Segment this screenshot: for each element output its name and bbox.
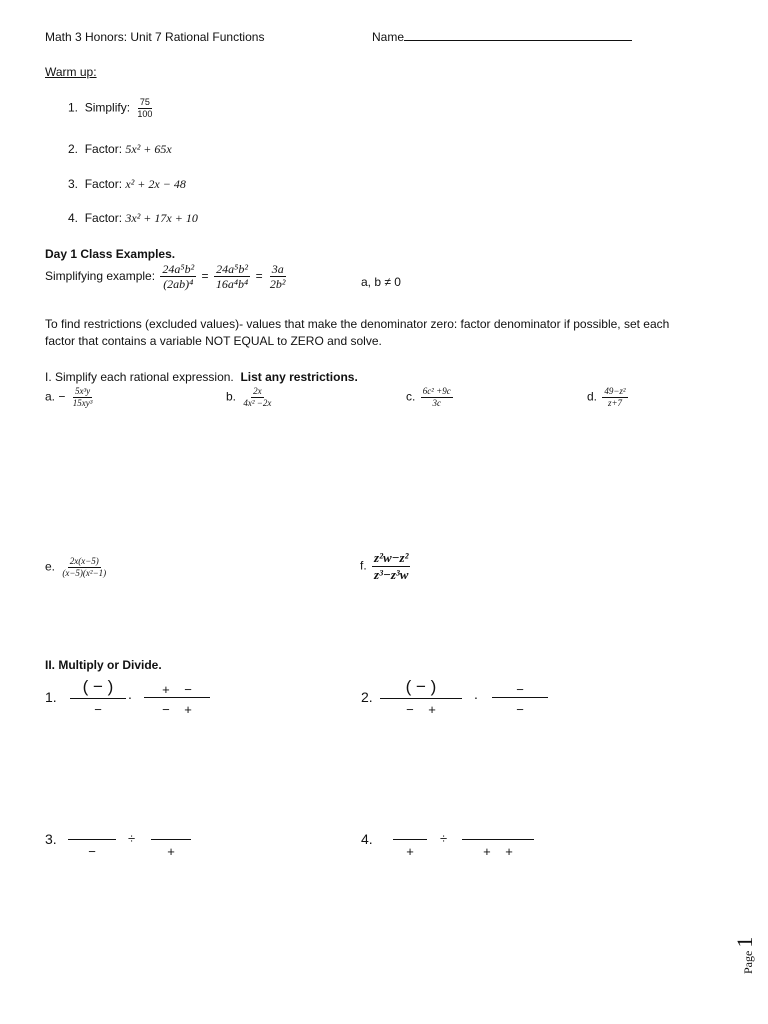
example-fraction-1 — [160, 262, 196, 292]
problem-label: c. — [406, 389, 416, 404]
problem-e — [45, 556, 110, 579]
warmup-item-3 — [68, 177, 186, 192]
example-fraction-3 — [268, 262, 288, 292]
fraction-denominator: (x−5)(x²−1) — [62, 567, 107, 578]
fraction — [135, 97, 154, 120]
simplifying-example — [45, 262, 290, 292]
fraction-denominator: 4x² −2x — [243, 397, 272, 408]
fraction-numerator: 3a — [271, 262, 284, 276]
warmup-item-2 — [68, 142, 172, 157]
fraction-denominator: z+7 — [607, 397, 623, 408]
fraction-denominator: z³−z³w — [374, 566, 409, 582]
simplifying-label: Simplifying example: — [45, 269, 156, 284]
fraction-denominator: 3c — [432, 397, 441, 408]
section2-heading: II. Multiply or Divide. — [45, 658, 162, 672]
problem-label: d. — [587, 389, 598, 404]
equals-sign: = — [201, 269, 209, 284]
equals-sign: = — [255, 269, 263, 284]
name-label: Name — [372, 30, 405, 44]
multiply-dot: . — [128, 686, 132, 702]
div-4-fraction-a-bottom: + — [406, 844, 414, 859]
problem-label: e. — [45, 559, 56, 574]
item-number: 1. — [68, 100, 79, 115]
day1-heading: Day 1 Class Examples. — [45, 247, 176, 261]
fraction — [372, 550, 410, 582]
problem-c — [406, 386, 455, 409]
fraction-numerator: 2x — [253, 386, 262, 396]
mult-2-fraction-b-top: − — [492, 682, 548, 698]
item-label: Factor: — [84, 211, 123, 225]
item-number: 4. — [68, 211, 79, 225]
name-blank-line — [404, 39, 632, 41]
multiply-dot: . — [474, 686, 478, 702]
section1-heading-bold: List any restrictions. — [240, 370, 358, 384]
item-number: 3. — [68, 177, 79, 191]
fraction-denominator: (2ab)⁴ — [163, 277, 194, 292]
warmup-item-4 — [68, 211, 198, 226]
fraction — [71, 386, 95, 409]
item-expression: 5x² + 65x — [125, 142, 172, 156]
restrictions-text-line1: To find restrictions (excluded values)- values that make the denominator zero: factor denominator if possible, set each — [45, 317, 670, 331]
mult-1-fraction-a-bottom: − — [94, 702, 102, 717]
fraction-numerator: 49−z² — [604, 386, 626, 396]
div-problem-4-number: 4. — [361, 831, 373, 847]
div-problem-3-number: 3. — [45, 831, 57, 847]
fraction-numerator: 6c² +9c — [422, 386, 451, 396]
divide-sign: ÷ — [440, 831, 448, 846]
fraction-numerator: 5x³y — [74, 386, 91, 396]
problem-label: a. — [45, 389, 56, 404]
fraction — [241, 386, 273, 409]
minus-sign: − — [58, 389, 66, 404]
page-number — [732, 930, 768, 980]
problem-b — [226, 386, 275, 409]
problem-d — [587, 386, 630, 409]
name-field — [372, 30, 632, 44]
fraction — [60, 556, 108, 579]
mult-problem-2-number: 2. — [361, 689, 373, 705]
item-number: 2. — [68, 142, 79, 156]
div-4-fraction-b-line — [462, 839, 534, 840]
div-3-fraction-b-bottom: + — [167, 844, 175, 859]
page-word: Page — [741, 950, 755, 974]
item-expression: 3x² + 17x + 10 — [125, 211, 198, 225]
fraction — [602, 386, 627, 409]
fraction-numerator: 24a⁵b² — [162, 262, 195, 276]
item-label: Simplify: — [84, 100, 131, 115]
fraction-denominator: 16a⁴b⁴ — [215, 277, 249, 292]
example-restriction: a, b ≠ 0 — [361, 275, 401, 289]
warmup-heading: Warm up: — [45, 65, 97, 79]
item-expression: x² + 2x − 48 — [125, 177, 186, 191]
mult-problem-1-number: 1. — [45, 689, 57, 705]
fraction-denominator: 15xy³ — [72, 397, 93, 408]
mult-1-fraction-a-top: ( − ) — [70, 676, 126, 699]
fraction-denominator: 2b² — [269, 277, 286, 292]
section1-heading — [45, 370, 358, 384]
fraction-numerator: 2x(x−5) — [69, 556, 99, 566]
fraction-numerator: 24a⁵b² — [216, 262, 248, 276]
problem-a — [45, 386, 96, 409]
warmup-item-1 — [68, 97, 156, 120]
problem-f — [360, 550, 412, 582]
problem-label: f. — [360, 558, 367, 573]
mult-1-fraction-b-top: + − — [144, 682, 210, 698]
div-4-fraction-a-line — [393, 839, 427, 840]
divide-sign: ÷ — [128, 831, 136, 846]
example-fraction-2 — [214, 262, 250, 292]
div-3-fraction-a-line — [68, 839, 116, 840]
fraction — [421, 386, 453, 409]
fraction-numerator: 75 — [139, 97, 150, 107]
div-3-fraction-a-bottom: − — [88, 844, 96, 859]
fraction-numerator: z²w−z² — [374, 550, 409, 565]
mult-2-fraction-a-bottom: − + — [406, 702, 436, 717]
section1-heading-text: I. Simplify each rational expression. — [45, 370, 234, 384]
mult-2-fraction-a-top: ( − ) — [380, 676, 462, 699]
div-4-fraction-b-bottom: + + — [483, 844, 513, 859]
div-3-fraction-b-line — [151, 839, 191, 840]
worksheet-title: Math 3 Honors: Unit 7 Rational Functions — [45, 30, 265, 44]
fraction-denominator: 100 — [137, 108, 153, 119]
mult-1-fraction-b-bottom: − + — [162, 702, 192, 717]
restrictions-text-line2: factor that contains a variable NOT EQUAL to ZERO and solve. — [45, 334, 382, 348]
problem-label: b. — [226, 389, 237, 404]
page-digit: 1 — [732, 936, 757, 948]
item-label: Factor: — [84, 142, 123, 156]
mult-2-fraction-b-bottom: − — [516, 702, 524, 717]
item-label: Factor: — [84, 177, 123, 191]
